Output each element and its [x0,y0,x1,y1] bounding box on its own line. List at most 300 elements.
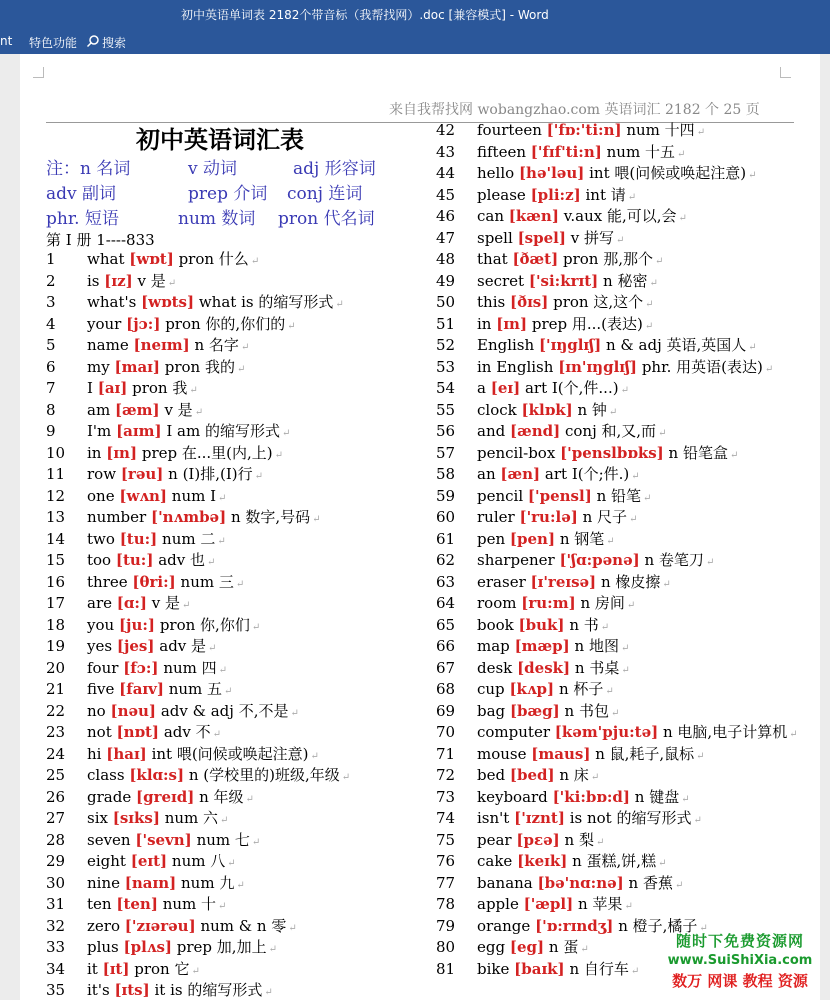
entry-number: 62 [436,551,456,569]
paragraph-mark: ↵ [218,901,227,912]
entry-phonetic: ['ɪŋglɪʃ] [538,336,602,354]
paragraph-mark: ↵ [748,170,757,181]
entry-phonetic: [maus] [531,744,591,763]
entry-definition: pron 我 [132,379,188,397]
entry-body [87,249,259,272]
entry-phonetic: [haɪ] [106,744,147,763]
entry-phonetic: ['penslbɒks] [560,443,664,462]
entry-definition: adv & adj 不,不是 [160,701,289,720]
entry-body [477,765,599,788]
legend-item: adj 形容词 [293,159,376,179]
paragraph-mark: ↵ [182,600,191,611]
paragraph-mark: ↵ [341,772,351,783]
entry-phonetic: [ɪn] [496,314,528,333]
paragraph-mark: ↵ [600,621,610,633]
paragraph-mark: ↵ [287,320,296,332]
paragraph-mark: ↵ [608,406,618,418]
paragraph-mark: ↵ [610,707,620,719]
entry-phonetic: ['nʌmbə] [150,508,227,526]
entry-body [477,357,773,380]
entry-phonetic: [kʌp] [509,680,555,698]
entry-definition: num I [171,486,217,505]
entry-word: cup [477,680,505,698]
paragraph-mark: ↵ [274,449,284,461]
paragraph-mark: ↵ [626,600,636,611]
entry-definition: num 二 [162,529,216,548]
entry-body [87,636,216,659]
paragraph-mark: ↵ [631,471,640,482]
entry-definition: v.aux 能,可以,会 [563,207,677,225]
entry-word: fifteen [477,142,526,161]
tab-search[interactable]: 搜索 [102,36,127,50]
entry-body [477,550,714,573]
paragraph-mark: ↵ [705,557,715,568]
entry-word: pencil [477,486,524,505]
entry-phonetic: [aɪ] [97,379,128,397]
entry-body [477,249,663,272]
watermark-line: www.SuiShiXia.com [667,953,813,968]
entry-word: this [477,293,506,311]
entry-word: is [87,271,100,290]
entry-number: 64 [436,594,456,612]
entry-phonetic: [klɑ:s] [129,766,185,784]
entry-word: eight [87,852,126,870]
entry-phonetic: [mæp] [514,637,570,655]
entry-body [87,937,277,960]
entry-phonetic: [æm] [114,400,160,419]
entry-word: row [87,465,117,483]
entry-word: it [87,959,98,978]
entry-word: in English [477,357,554,376]
entry-word: pencil-box [477,443,556,462]
entry-number: 21 [46,680,66,698]
entry-number: 69 [436,701,456,720]
paragraph-mark: ↵ [191,965,200,977]
entry-definition: pron 那,那个 [563,250,654,268]
entry-definition: it is 的缩写形式 [154,981,263,999]
entry-definition: n 地图 [574,637,619,655]
entry-word: computer [477,723,550,741]
entry-phonetic: ['pensl] [527,486,592,505]
entry-definition: n 蛋糕,饼,糕 [572,852,657,870]
entry-number: 42 [436,121,456,139]
entry-phonetic: [ɑ:] [116,594,148,612]
entry-phonetic: ['si:krɪt] [528,271,599,290]
entry-definition: n 鼠,耗子,鼠标 [595,744,695,763]
entry-number: 3 [46,293,56,311]
entry-word: two [87,529,115,548]
entry-phonetic: [ɪn] [106,443,138,462]
entry-definition: I am 的缩写形式 [166,422,280,440]
entry-body [477,421,666,444]
entry-definition: num 四 [163,658,217,677]
entry-number: 59 [436,486,456,505]
paragraph-mark: ↵ [645,299,654,310]
entry-number: 58 [436,465,456,483]
entry-number: 55 [436,400,456,419]
entry-body [87,959,200,982]
entry-word: in [87,443,102,462]
search-icon[interactable] [86,34,100,48]
entry-definition: n 秘密 [603,271,648,290]
entry-body [477,593,635,616]
entry-definition: prep 用...(表达) [531,314,643,333]
entry-definition: adv 也 [158,551,206,569]
entry-word: three [87,572,128,591]
entry-body [87,464,263,487]
entry-body [477,873,683,896]
entry-body [477,228,624,251]
entry-word: room [477,594,517,612]
entry-number: 72 [436,766,456,784]
watermark-line: 随时下免费资源网 [675,932,804,950]
entry-phonetic: [spel] [517,228,566,247]
entry-word: what's [87,293,137,311]
entry-body [477,937,589,960]
paragraph-mark: ↵ [236,363,246,375]
legend-item: conj 连词 [287,184,363,204]
entry-definition: pron 我的 [164,357,235,376]
entry-phonetic: [faɪv] [119,680,164,698]
entry-phonetic: [plʌs] [123,938,172,956]
entry-phonetic: [tu:] [119,529,158,548]
entry-phonetic: [nɒt] [116,723,160,741]
entry-word: map [477,637,510,655]
entry-definition: int 喂(问候或唤起注意) [589,164,747,182]
entry-phonetic: [eg] [509,938,545,956]
entry-number: 34 [46,959,66,978]
entry-number: 76 [436,852,456,870]
entry-body [87,980,273,1000]
entry-definition: n 书包 [564,701,609,720]
entry-phonetic: [wʌn] [119,486,167,505]
entry-number: 61 [436,529,456,548]
entry-number: 6 [46,357,56,376]
paragraph-mark: ↵ [748,342,757,353]
ribbon-tab-partial[interactable]: nt [0,34,13,48]
entry-number: 54 [436,379,456,397]
entry-phonetic: [ɪts] [114,981,150,999]
entry-definition: adv 不 [163,723,211,741]
entry-number: 80 [436,938,456,956]
paragraph-mark: ↵ [620,385,629,396]
entry-word: please [477,185,526,204]
entry-word: no [87,701,106,720]
entry-body [477,615,609,638]
entry-definition: n 房间 [580,594,625,612]
entry-number: 27 [46,809,66,827]
entry-word: bike [477,959,510,978]
entry-phonetic: [sɪks] [112,809,160,827]
ribbon-tab-bar [0,30,830,54]
entry-body [477,830,604,853]
entry-body [477,292,654,315]
entry-number: 66 [436,637,456,655]
entry-phonetic: [baɪk] [514,959,565,978]
entry-body [87,357,245,380]
entry-body [477,679,614,702]
entry-definition: n 电脑,电子计算机 [663,723,788,741]
entry-word: my [87,357,110,376]
entry-phonetic: [bed] [509,766,555,784]
entry-number: 45 [436,185,456,204]
paragraph-mark: ↵ [310,750,319,762]
entry-word: plus [87,938,119,956]
paragraph-mark: ↵ [658,428,667,439]
entry-definition: n (I)排,(I)行 [168,465,253,483]
entry-definition: n 床 [559,766,589,784]
paragraph-mark: ↵ [615,234,625,246]
entry-definition: v 是 [164,400,193,419]
paragraph-mark: ↵ [245,793,254,805]
entry-number: 10 [46,443,66,462]
paragraph-mark: ↵ [693,815,702,826]
legend-item: prep 介词 [188,184,268,204]
paragraph-mark: ↵ [696,750,705,762]
entry-word: can [477,207,505,225]
entry-phonetic: ['ʃɑ:pənə] [559,551,640,569]
entry-number: 44 [436,164,456,182]
entry-word: hi [87,744,102,763]
entry-body [477,787,690,810]
entry-definition: n 苹果 [578,895,623,913]
entry-body [87,443,283,466]
entry-word: a [477,379,486,397]
paragraph-mark: ↵ [696,127,706,138]
entry-word: four [87,658,119,677]
entry-body [87,916,297,939]
entry-phonetic: [ðæt] [512,250,559,268]
entry-body [87,271,176,294]
paragraph-mark: ↵ [674,879,684,891]
entry-definition: adv 是 [159,637,207,655]
entry-number: 26 [46,787,66,806]
entry-body [87,808,228,831]
entry-word: banana [477,873,533,892]
entry-definition: v 是 [137,271,166,290]
entry-number: 46 [436,207,456,225]
paragraph-mark: ↵ [167,277,177,289]
paragraph-mark: ↵ [643,492,652,504]
entry-definition: art I(个;件.) [544,465,630,483]
paragraph-mark: ↵ [658,858,667,869]
entry-body [87,292,344,315]
entry-word: book [477,615,514,634]
entry-word: clock [477,400,517,419]
entry-phonetic: [ru:m] [521,594,576,612]
entry-number: 13 [46,508,66,526]
entry-word: bed [477,766,506,784]
entry-definition: n 数字,号码 [230,508,311,526]
entry-number: 43 [436,142,456,161]
paragraph-mark: ↵ [312,514,321,525]
entry-phonetic: [θri:] [132,572,176,591]
document-page[interactable] [20,54,820,1000]
entry-body [87,615,260,638]
entry-body [87,873,245,896]
entry-definition: n 香蕉 [628,873,673,892]
paragraph-mark: ↵ [621,664,630,676]
entry-word: six [87,809,108,827]
entry-word: ten [87,895,112,913]
entry-word: egg [477,938,506,956]
entry-word: what [87,250,125,268]
entry-body [87,722,221,745]
entry-phonetic: [ðɪs] [509,293,549,311]
paragraph-mark: ↵ [217,535,226,547]
entry-number: 47 [436,228,456,247]
entry-definition: num & n 零 [200,916,287,935]
entry-definition: num 八 [171,852,226,870]
entry-body [87,679,232,702]
entry-number: 67 [436,658,456,677]
entry-definition: int 请 [585,185,626,204]
entry-number: 17 [46,594,66,612]
entry-number: 7 [46,379,56,397]
entry-phonetic: [wɒt] [129,250,174,268]
entry-body [87,378,198,401]
entry-word: pear [477,830,512,849]
entry-definition: n 自行车 [569,959,629,978]
entry-word: fourteen [477,121,542,139]
entry-body [87,744,319,767]
entry-definition: pron 它 [134,959,190,978]
entry-phonetic: [pɛə] [516,830,560,849]
entry-body [87,658,227,681]
entry-body [87,486,226,509]
entry-body [477,335,757,358]
paragraph-mark: ↵ [281,428,291,439]
paragraph-mark: ↵ [227,858,236,869]
legend-item: adv 副词 [46,184,117,204]
entry-phonetic: [pen] [509,529,556,548]
entry-number: 35 [46,981,66,999]
entry-number: 48 [436,250,456,268]
entry-phonetic: [fɔ:] [123,658,159,677]
entry-body [477,572,671,595]
paragraph-mark: ↵ [662,578,671,590]
paragraph-mark: ↵ [236,879,245,891]
paragraph-mark: ↵ [218,492,227,504]
entry-number: 77 [436,873,456,892]
entry-number: 79 [436,916,456,935]
entry-body [477,443,738,466]
entry-number: 25 [46,766,66,784]
entry-phonetic: ['sevn] [135,830,192,849]
entry-number: 12 [46,486,66,505]
paragraph-mark: ↵ [676,148,686,160]
legend-item: 注：n 名词 [46,159,131,179]
entry-number: 22 [46,701,66,720]
entry-phonetic: ['fɒ:'ti:n] [546,121,622,139]
paragraph-mark: ↵ [620,643,630,654]
entry-phonetic: [ɪ'reɪsə] [530,572,597,591]
entry-body [477,314,653,337]
document-title: 初中英语词汇表 [136,125,304,154]
entry-phonetic: [bæg] [509,701,560,720]
paragraph-mark: ↵ [729,449,739,461]
page-corner-mark [780,67,791,78]
entry-word: orange [477,916,531,935]
entry-phonetic: ['ru:lə] [519,508,578,526]
paragraph-mark: ↵ [250,256,260,267]
entry-word: nine [87,873,120,892]
entry-number: 51 [436,314,456,333]
entry-word: keyboard [477,787,548,806]
entry-definition: phr. 用英语(表达) [641,357,763,376]
page-corner-mark [33,67,44,78]
legend-item: pron 代名词 [278,209,375,229]
entry-phonetic: [greɪd] [135,787,195,806]
paragraph-mark: ↵ [194,406,204,418]
entry-number: 68 [436,680,456,698]
entry-word: am [87,400,111,419]
entry-word: eraser [477,572,526,591]
paragraph-mark: ↵ [764,363,774,375]
paragraph-mark: ↵ [624,901,633,912]
entry-number: 16 [46,572,66,591]
entry-word: ruler [477,508,515,526]
entry-body [87,572,244,595]
entry-body [87,765,350,788]
paragraph-mark: ↵ [251,621,261,633]
paragraph-mark: ↵ [208,643,217,654]
entry-phonetic: [neɪm] [133,336,190,354]
entry-body [477,851,666,874]
entry-body [87,894,226,917]
entry-number: 65 [436,615,456,634]
entry-definition: n 书桌 [574,658,620,677]
entry-number: 75 [436,830,456,849]
entry-phonetic: [kəm'pju:tə] [554,723,659,741]
entry-phonetic: [ænd] [510,422,561,440]
entry-phonetic: [rəu] [120,465,164,483]
entry-body [477,636,629,659]
entry-definition: conj 和,又,而 [565,422,657,440]
entry-definition: art I(个,件...) [524,379,619,397]
entry-word: spell [477,228,513,247]
entry-number: 74 [436,809,456,827]
entry-word: apple [477,895,519,913]
entry-number: 20 [46,658,66,677]
page-header-text: 来自我帮找网 wobangzhao.com 英语词汇 2182 个 25 页 [389,102,760,118]
entry-phonetic: [ju:] [118,615,156,634]
page-header [389,99,760,119]
entry-word: English [477,336,535,354]
entry-body [477,959,639,982]
entry-definition: num 九 [181,873,235,892]
entry-number: 81 [436,959,456,978]
tab-special-features[interactable]: 特色功能 [29,36,78,50]
entry-definition: n 钢笔 [559,529,605,548]
entry-definition: n 年级 [199,787,244,806]
entry-number: 30 [46,873,66,892]
entry-definition: pron 这,这个 [553,293,644,311]
entry-number: 15 [46,551,66,569]
paragraph-mark: ↵ [207,557,216,568]
entry-number: 70 [436,723,456,741]
entry-phonetic: [nəu] [110,701,157,720]
entry-word: mouse [477,744,527,763]
entry-phonetic: ['ɒ:rɪndʒ] [535,916,614,935]
entry-body [87,335,249,358]
entry-phonetic: ['fɪf'ti:n] [530,142,602,161]
entry-word: your [87,314,122,333]
entry-word: number [87,508,147,526]
entry-number: 71 [436,744,456,763]
entry-phonetic: ['ɪznt] [514,809,565,827]
entry-body [477,701,619,724]
